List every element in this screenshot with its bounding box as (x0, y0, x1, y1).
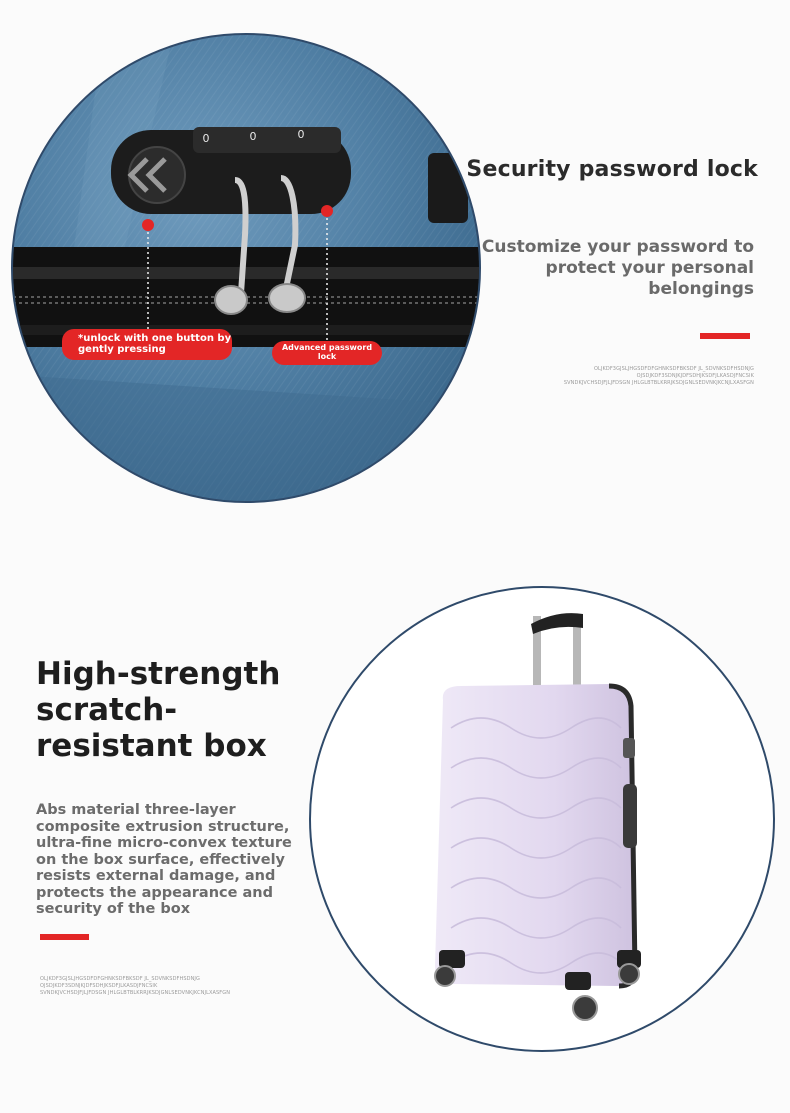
lock-digit-2: 0 (249, 130, 257, 143)
fine-print-bottom (40, 976, 230, 997)
security-lock-description: Customize your password to protect your personal belongings (481, 237, 754, 299)
fine-print-line: OLJKDF3GJSLJHGSDFDFGHNKSDFBKSDF JL_SDVNKSDFHSDNJG (594, 366, 754, 372)
fine-print-line: OJSDJKDF3SDNJKJDFSDHJKSDFJLKASDJFNCSIK (40, 983, 158, 989)
fine-print-line: OJSDJKDF3SDNJKJDFSDHJKSDFJLKASDJFNCSIK (636, 373, 754, 379)
security-lock-section (0, 0, 790, 540)
fine-print-line: OLJKDF3GJSLJHGSDFDFGHNKSDFBKSDF JL_SDVNKSDFHSDNJG (40, 976, 200, 982)
lock-digit-3: 0 (297, 128, 305, 141)
scratch-resistant-title: High-strength scratch-resistant box (36, 656, 281, 764)
fine-print-line: SVNDKJVCHSDJFJLJFDSGN JHLGLBTBLKRRJKSDJGNLSEDVNKJKCNJLXASFGN (40, 990, 231, 996)
fine-print-line: SVNDKJVCHSDJFJLJFDSGN JHLGLBTBLKRRJKSDJGNLSEDVNKJKCNJLXASFGN (563, 380, 754, 386)
security-lock-title: Security password lock (466, 157, 758, 182)
lock-digit-1: 0 (202, 132, 210, 145)
lock-closeup-image (11, 33, 481, 503)
accent-bar (40, 934, 89, 940)
scratch-resistant-description: Abs material three-layer composite extrusion structure, ultra-fine micro-convex texture on the box surface, effectively resists external damage, and protects the appearance and security of the box (36, 802, 292, 917)
suitcase-image (309, 586, 775, 1052)
fine-print-top (564, 366, 754, 387)
unlock-callout: *unlock with one button by gently pressing (62, 329, 232, 360)
advanced-lock-callout: Advanced password lock (272, 341, 382, 365)
accent-bar (700, 333, 750, 339)
lock-illustration (13, 35, 479, 501)
suitcase-illustration (311, 588, 773, 1050)
